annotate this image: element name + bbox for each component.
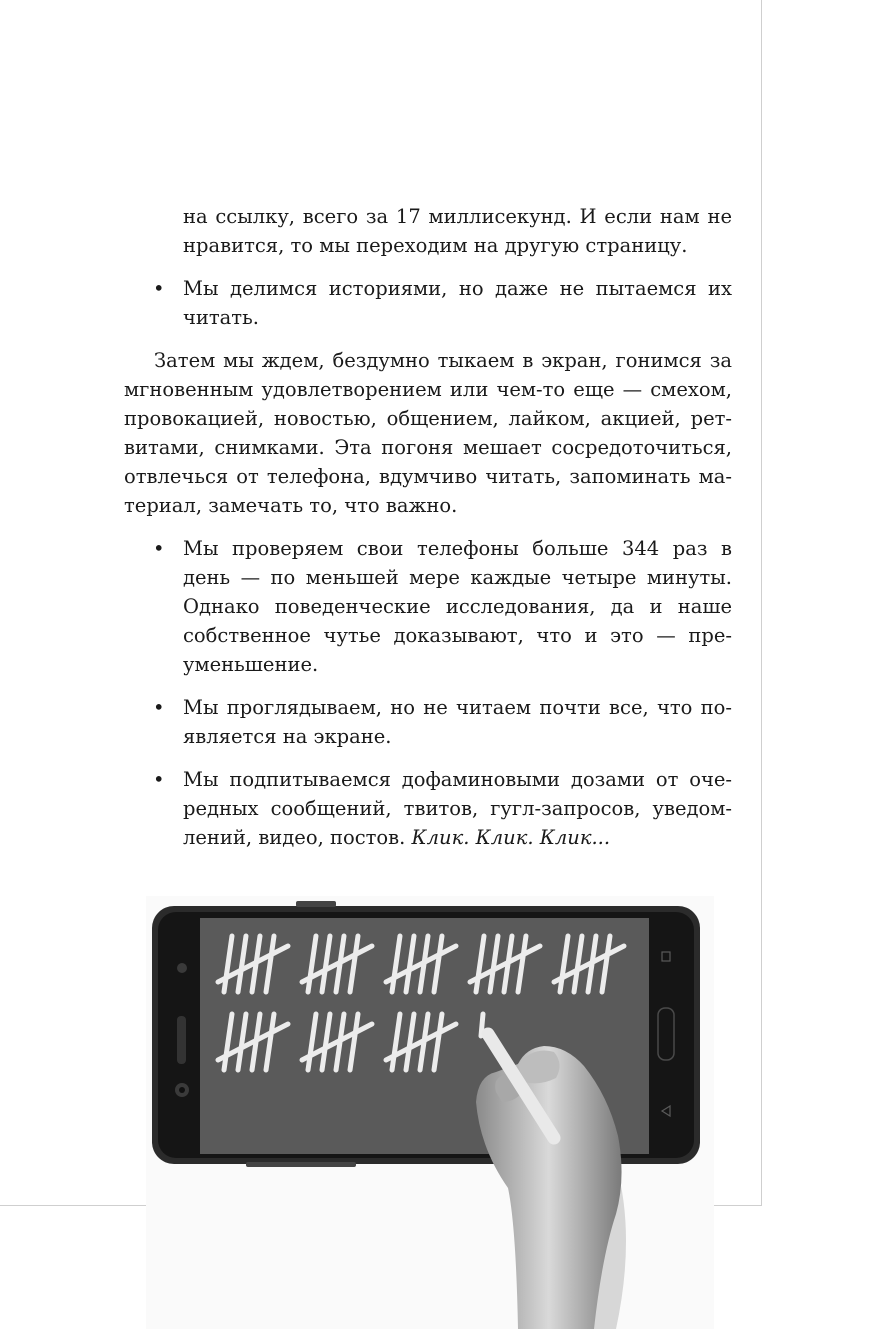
phone-illustration (146, 896, 714, 1329)
list-item (124, 693, 732, 751)
list-item (124, 765, 732, 852)
page-text (124, 202, 732, 852)
phone-button-bottom (246, 1162, 356, 1167)
continued-paragraph: на ссылку, всего за 17 миллисекунд. И если нам не нравится, то мы переходим на другую страницу. (183, 205, 732, 257)
list-item-emphasis: Клик. Клик. Клик... (411, 826, 611, 849)
bullet-dot: • (153, 537, 165, 560)
bullet-dot: • (153, 768, 165, 791)
list-item-text: Мы делимся историями, но даже не пытаемся их читать. (183, 277, 732, 329)
phone-button-top (296, 901, 336, 907)
bullet-dot: • (153, 696, 165, 719)
list-item-text: Мы проглядываем, но не читаем почти все, что появляется на экране. (183, 696, 732, 748)
phone-illustration-svg (146, 896, 714, 1329)
list-item-text: Мы подпитываемся дофаминовыми дозами от очередных сообщений, твитов, гугл-запросов, уведомлений, видео, постов. (183, 768, 732, 849)
body-paragraph: Затем мы ждем, бездумно тыкаем в экран, гонимся за мгновенным удовлетворением или чем-то еще — смехом, провокацией, новостью, общением, лайком, акцией, ретвитами, снимками. Эта погоня мешает сосредоточиться, отвлечься от телефона, вдумчиво читать, запоминать материал, замечать то, что важно. (124, 349, 732, 517)
list-item (124, 534, 732, 679)
phone-speaker-icon (177, 1016, 186, 1064)
bullet-dot: • (153, 277, 165, 300)
list-item-text: Мы проверяем свои телефоны больше 344 раз в день — по меньшей мере каждые четыре минуты. Однако поведенческие исследования, да и наше собственное чутье доказывают, что и это — преуменьшение. (183, 537, 732, 676)
page-edge-right (761, 0, 762, 1206)
list-item (124, 274, 732, 332)
phone-sensor-icon (177, 963, 187, 973)
